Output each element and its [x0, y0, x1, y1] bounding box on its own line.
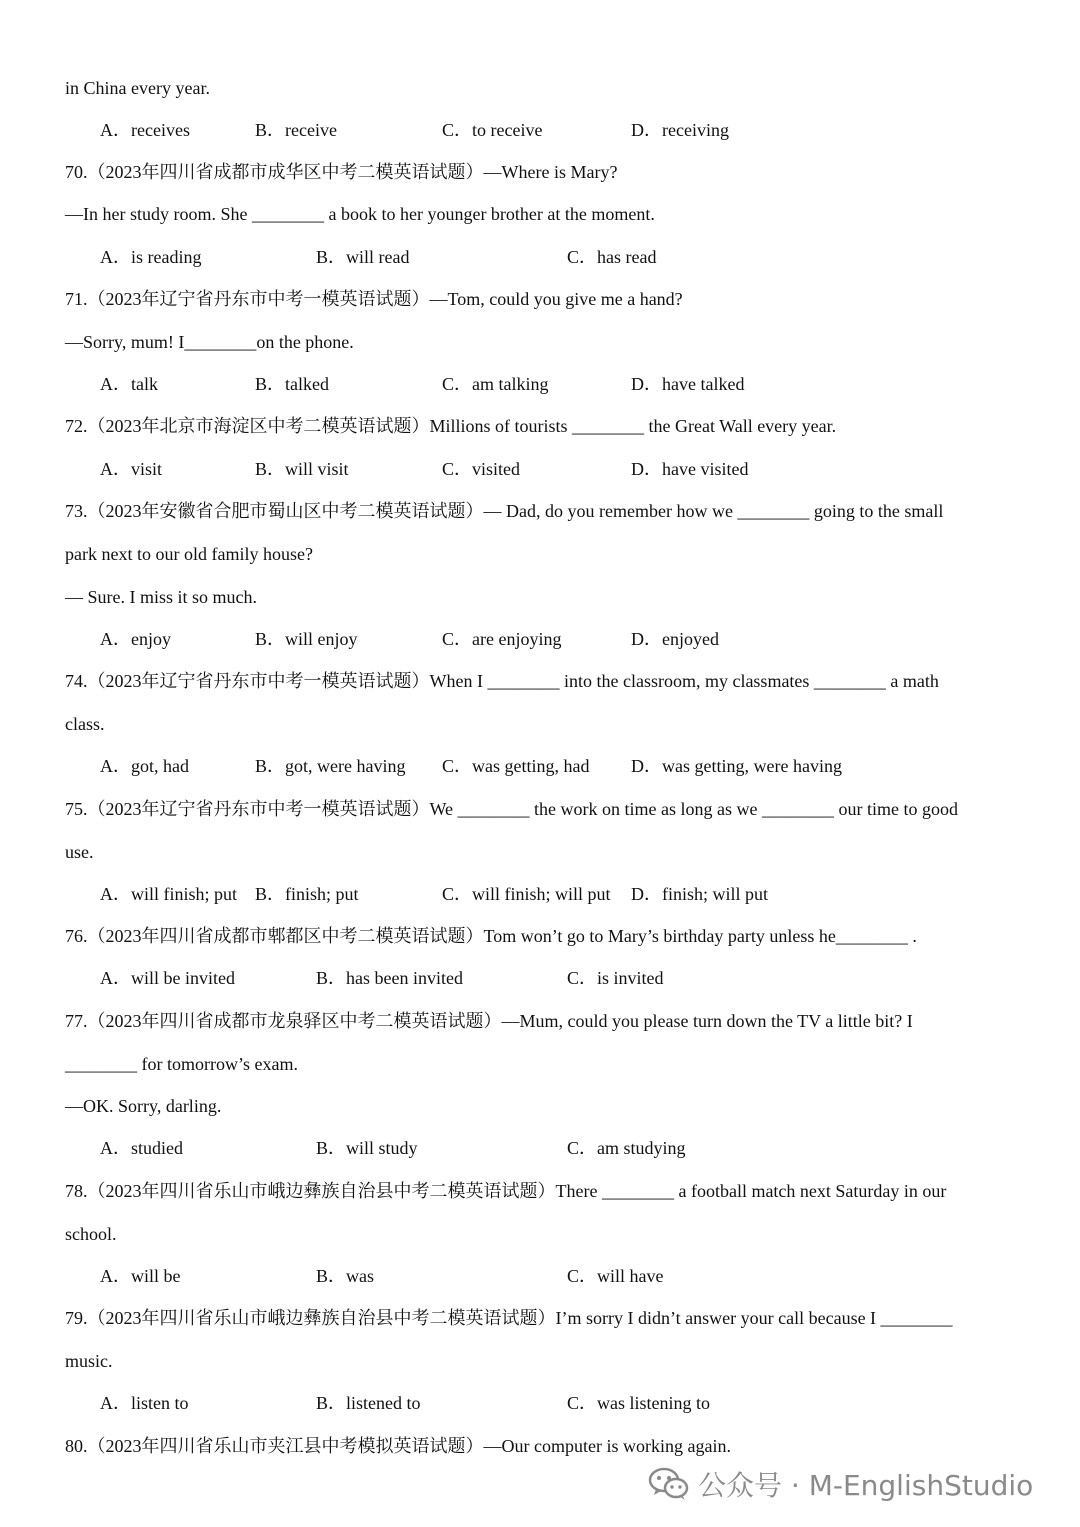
answer-option: C．was listening to	[567, 1393, 710, 1413]
question-text-line: 70.（2023年四川省成都市成华区中考二模英语试题）—Where is Mary?	[65, 162, 618, 182]
answer-option: D．have visited	[631, 459, 749, 479]
question-text-line: class.	[65, 714, 105, 734]
question-text-line: 77.（2023年四川省成都市龙泉驿区中考二模英语试题）—Mum, could you please turn down the TV a little bit? I	[65, 1011, 913, 1031]
answer-option: A．is reading	[100, 247, 202, 267]
question-text-line: in China every year.	[65, 78, 210, 98]
answer-option: C．are enjoying	[442, 629, 562, 649]
question-text-line: 72.（2023年北京市海淀区中考二模英语试题）Millions of tourists ________ the Great Wall every year.	[65, 416, 837, 436]
question-text-line: use.	[65, 842, 94, 862]
answer-option: A．visit	[100, 459, 163, 479]
answer-option: A．talk	[100, 374, 158, 394]
question-text-line: 73.（2023年安徽省合肥市蜀山区中考二模英语试题）— Dad, do you remember how we ________ going to the small	[65, 501, 944, 521]
question-text-line: 80.（2023年四川省乐山市夹江县中考模拟英语试题）—Our computer is working again.	[65, 1436, 731, 1456]
answer-option: B．will enjoy	[255, 629, 358, 649]
question-text-line: —Sorry, mum! I________on the phone.	[65, 332, 354, 352]
answer-option: D．receiving	[631, 120, 729, 140]
answer-option: C．is invited	[567, 968, 664, 988]
question-text-line: music.	[65, 1351, 113, 1371]
question-text-line: —OK. Sorry, darling.	[65, 1096, 222, 1116]
answer-option: D．enjoyed	[631, 629, 719, 649]
question-text-line: — Sure. I miss it so much.	[65, 587, 257, 607]
answer-option: C．am studying	[567, 1138, 686, 1158]
question-text-line: park next to our old family house?	[65, 544, 313, 564]
answer-option: A．got, had	[100, 756, 189, 776]
answer-option: C．am talking	[442, 374, 549, 394]
answer-option: B．listened to	[316, 1393, 421, 1413]
answer-option: B．has been invited	[316, 968, 463, 988]
answer-option: C．was getting, had	[442, 756, 590, 776]
wechat-icon	[648, 1466, 690, 1502]
answer-option: A．enjoy	[100, 629, 171, 649]
answer-option: B．finish; put	[255, 884, 359, 904]
answer-option: C．visited	[442, 459, 521, 479]
answer-option: A．will be invited	[100, 968, 235, 988]
answer-option: A．will finish; put	[100, 884, 238, 904]
answer-option: B．will visit	[255, 459, 349, 479]
answer-option: B．got, were having	[255, 756, 406, 776]
answer-option: B．was	[316, 1266, 374, 1286]
watermark-text: 公众号 · M-EnglishStudio	[698, 1469, 1034, 1502]
answer-option: A．studied	[100, 1138, 183, 1158]
answer-option: C．to receive	[442, 120, 543, 140]
answer-option: C．will have	[567, 1266, 664, 1286]
question-text-line: 74.（2023年辽宁省丹东市中考一模英语试题）When I ________ into the classroom, my classmates ________ a math	[65, 671, 939, 691]
answer-option: A．receives	[100, 120, 190, 140]
question-text-line: 75.（2023年辽宁省丹东市中考一模英语试题）We ________ the work on time as long as we ________ our time to good	[65, 799, 958, 819]
answer-option: B．will read	[316, 247, 410, 267]
question-text-line: school.	[65, 1224, 117, 1244]
question-text-line: 79.（2023年四川省乐山市峨边彝族自治县中考二模英语试题）I’m sorry I didn’t answer your call because I ________	[65, 1308, 953, 1328]
answer-option: B．will study	[316, 1138, 418, 1158]
question-text-line: 76.（2023年四川省成都市郫都区中考二模英语试题）Tom won’t go to Mary’s birthday party unless he________ .	[65, 926, 917, 946]
question-text-line: 78.（2023年四川省乐山市峨边彝族自治县中考二模英语试题）There ________ a football match next Saturday in our	[65, 1181, 947, 1201]
answer-option: A．will be	[100, 1266, 181, 1286]
answer-option: D．was getting, were having	[631, 756, 842, 776]
answer-option: C．has read	[567, 247, 657, 267]
answer-option: C．will finish; will put	[442, 884, 611, 904]
answer-option: B．talked	[255, 374, 329, 394]
question-text-line: 71.（2023年辽宁省丹东市中考一模英语试题）—Tom, could you give me a hand?	[65, 289, 683, 309]
watermark	[648, 1462, 1033, 1506]
answer-option: D．finish; will put	[631, 884, 769, 904]
question-text-line: —In her study room. She ________ a book to her younger brother at the moment.	[65, 204, 655, 224]
answer-option: B．receive	[255, 120, 337, 140]
answer-option: D．have talked	[631, 374, 745, 394]
answer-option: A．listen to	[100, 1393, 189, 1413]
question-text-line: ________ for tomorrow’s exam.	[65, 1054, 298, 1074]
